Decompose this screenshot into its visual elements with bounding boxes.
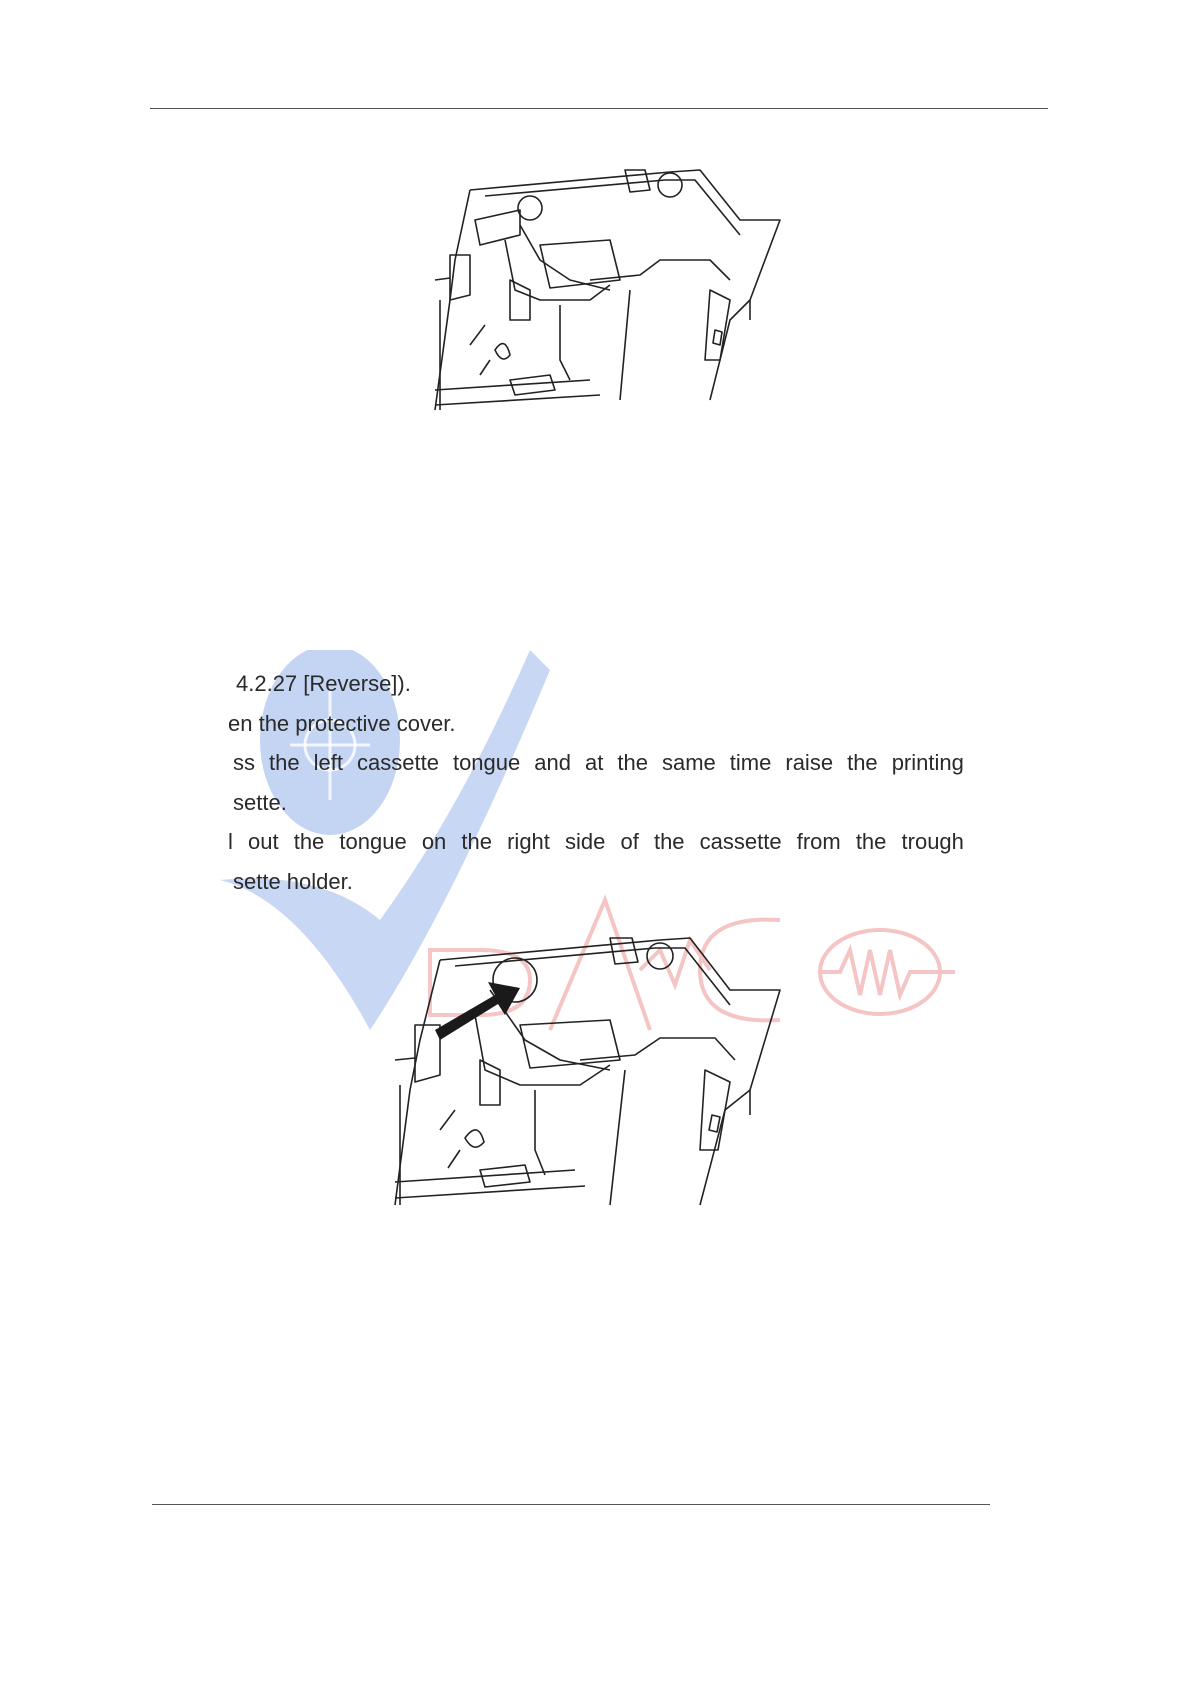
word: cassette	[699, 829, 782, 854]
text-line-4: sette.	[233, 789, 287, 815]
word: l	[228, 829, 233, 854]
text-line-1: 4.2.27 [Reverse]).	[236, 671, 411, 696]
word: printing	[891, 750, 964, 775]
word: ss	[233, 750, 255, 775]
word: right	[507, 829, 550, 854]
word: tongue	[339, 829, 407, 854]
word: from	[796, 829, 841, 854]
word: the	[653, 829, 685, 854]
instruction-text	[228, 664, 964, 901]
header-rule	[150, 108, 1048, 109]
word: the	[847, 750, 878, 775]
word: the	[617, 750, 648, 775]
text-line-3	[228, 743, 964, 783]
word: trough	[901, 829, 964, 854]
word: the	[461, 829, 492, 854]
printer-cassette-figure-2	[370, 920, 830, 1210]
word: at	[585, 750, 604, 775]
word: out	[248, 829, 279, 854]
word: raise	[785, 750, 834, 775]
word: the	[293, 829, 325, 854]
word: of	[620, 829, 639, 854]
word: and	[534, 750, 571, 775]
word: same	[661, 750, 716, 775]
word: the	[269, 750, 300, 775]
text-line-6: sette holder.	[233, 868, 353, 894]
word: tongue	[452, 750, 521, 775]
word: the	[855, 829, 887, 854]
word: time	[729, 750, 772, 775]
text-line-2: en the protective cover.	[228, 710, 456, 736]
word: cassette	[357, 750, 439, 775]
footer-rule	[152, 1504, 990, 1505]
word: left	[313, 750, 343, 775]
text-line-5	[228, 822, 964, 862]
word: on	[421, 829, 447, 854]
word: side	[565, 829, 606, 854]
printer-cassette-figure-1	[410, 160, 790, 420]
